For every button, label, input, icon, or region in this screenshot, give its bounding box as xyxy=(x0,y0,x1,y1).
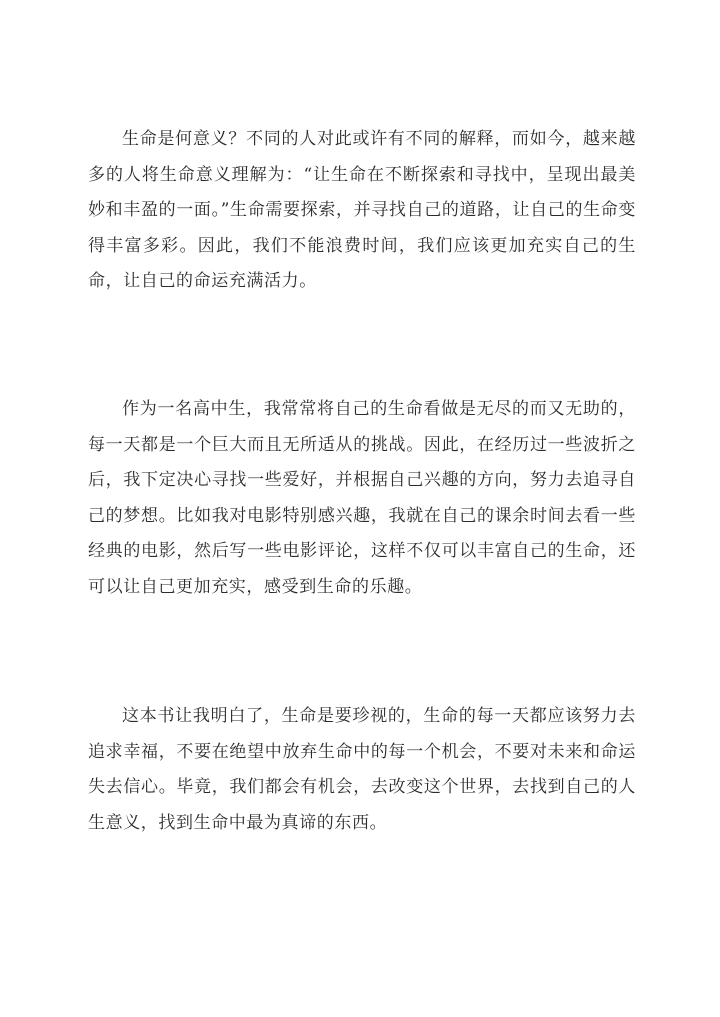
paragraph-1: 生命是何意义？不同的人对此或许有不同的解释，而如今，越来越多的人将生命意义理解为：“让生命在不断探索和寻找中，呈现出最美妙和丰盈的一面。”生命需要探索，并寻找自己的道路，让自己的生命变得丰富多彩。因此，我们不能浪费时间，我们应该更加充实自己的生命，让自己的命运充满活力。 xyxy=(88,129,636,292)
paragraph-2: 作为一名高中生，我常常将自己的生命看做是无尽的而又无助的，每一天都是一个巨大而且无所适从的挑战。因此，在经历过一些波折之后，我下定决心寻找一些爱好，并根据自己兴趣的方向，努力去追寻自己的梦想。比如我对电影特别感兴趣，我就在自己的课余时间去看一些经典的电影，然后写一些电影评论，这样不仅可以丰富自己的生命，还可以让自己更加充实，感受到生命的乐趣。 xyxy=(88,399,636,597)
paragraph-3: 这本书让我明白了，生命是要珍视的，生命的每一天都应该努力去追求幸福，不要在绝望中放弃生命中的每一个机会，不要对未来和命运失去信心。毕竟，我们都会有机会，去改变这个世界，去找到自己的人生意义，找到生命中最为真谛的东西。 xyxy=(88,706,636,833)
